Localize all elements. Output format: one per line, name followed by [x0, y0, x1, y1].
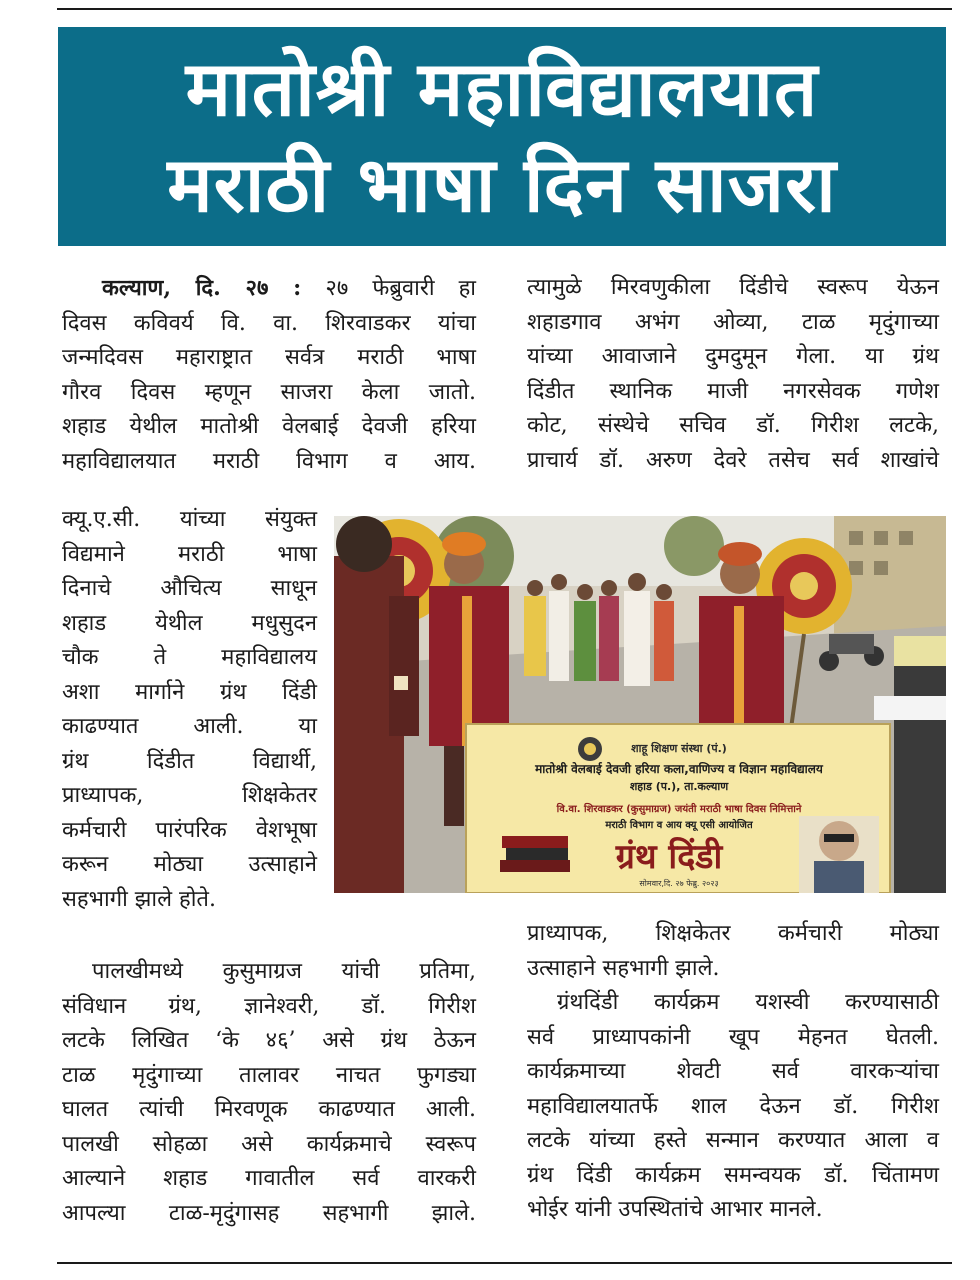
- headline-line-1: मातोश्री महाविद्यालयात: [185, 43, 819, 133]
- article-line: लटके लिखित ‘के ४६’ असे ग्रंथ ठेऊन: [62, 1028, 476, 1053]
- article-line: कल्याण, दि. २७ : २७ फेब्रुवारी हा: [102, 275, 476, 301]
- left-column-bottom: [62, 955, 476, 1231]
- article-line: अशा मार्गाने ग्रंथ दिंडी: [62, 679, 317, 705]
- article-line: महाविद्यालयातर्फे शाल देऊन डॉ. गिरीश: [527, 1093, 939, 1119]
- banner-line-3: शहाड (प.), ता.कल्याण: [629, 780, 729, 793]
- article-line: प्राध्यापक, शिक्षकेतर कर्मचारी मोठ्या: [527, 921, 939, 946]
- article-line: पालखी सोहळा असे कार्यक्रमाचे स्वरूप: [62, 1131, 476, 1157]
- banner-date: सोमवार,दि. २७ फेब्रु. २०२३: [639, 879, 719, 888]
- top-rule: [57, 8, 952, 10]
- article-line: क्यू.ए.सी. यांच्या संयुक्त: [62, 507, 317, 532]
- article-line: कर्मचारी पारंपरिक वेशभूषा: [62, 817, 317, 843]
- article-line: प्राध्यापक, शिक्षकेतर: [62, 783, 317, 808]
- article-line: दिनाचे औचित्य साधून: [62, 576, 317, 601]
- headline-banner: [58, 27, 946, 246]
- article-line: ग्रंथ दिंडी कार्यक्रम समन्वयक डॉ. चिंतामण: [527, 1162, 939, 1188]
- event-photo: [334, 516, 946, 893]
- article-line: करून मोठ्या उत्साहाने: [62, 852, 317, 877]
- banner-line-2: मातोश्री वेलबाई देवजी हरिया कला,वाणिज्य व विज्ञान महाविद्यालय: [535, 762, 823, 776]
- article-line: टाळ मृदुंगाच्या तालावर नाचत फुगड्या: [62, 1062, 476, 1088]
- article-line: भोईर यांनी उपस्थितांचे आभार मानले.: [527, 1197, 823, 1222]
- headline-line-2: मराठी भाषा दिन साजरा: [167, 139, 837, 229]
- article-line: सहभागी झाले होते.: [62, 886, 216, 912]
- article-line: ग्रंथदिंडी कार्यक्रम यशस्वी करण्यासाठी: [557, 990, 939, 1015]
- article-line: लटके यांच्या हस्ते सन्मान करण्यात आला व: [527, 1128, 939, 1153]
- banner-line-4: वि.वा. शिरवाडकर (कुसुमाग्रज) जयंती मराठी भाषा दिवस निमित्ताने: [556, 804, 802, 815]
- article-line: घालत त्यांची मिरवणूक काढण्यात आली.: [62, 1097, 476, 1122]
- article-line: चौक ते महाविद्यालय: [62, 645, 317, 670]
- article-line: यांच्या आवाजाने दुमदुमून गेला. या ग्रंथ: [527, 344, 939, 369]
- article-line: पालखीमध्ये कुसुमाग्रज यांची प्रतिमा,: [92, 959, 476, 984]
- banner-line-5: मराठी विभाग व आय क्यू एसी आयोजित: [605, 820, 753, 831]
- left-column-narrow: [62, 503, 317, 917]
- right-column-bottom: [527, 917, 939, 1228]
- article-line: संविधान ग्रंथ, ज्ञानेश्वरी, डॉ. गिरीश: [62, 993, 476, 1019]
- banner-line-1: शाहू शिक्षण संस्था (पं.): [631, 742, 727, 755]
- article-line: गौरव दिवस म्हणून साजरा केला जातो.: [62, 379, 476, 405]
- article-line: दिवस कविवर्य वि. वा. शिरवाडकर यांचा: [62, 310, 476, 336]
- article-line: विद्यमाने मराठी भाषा: [62, 541, 317, 567]
- dateline: कल्याण, दि. २७ :: [102, 275, 302, 301]
- banner-title: ग्रंथ दिंडी: [615, 837, 723, 877]
- article-line: शहाडगाव अभंग ओव्या, टाळ मृदुंगाच्या: [527, 309, 939, 335]
- article-line: ग्रंथ दिंडीत विद्यार्थी,: [62, 748, 317, 774]
- article-line: कोट, संस्थेचे सचिव डॉ. गिरीश लटके,: [527, 413, 939, 438]
- article-line: सर्व प्राध्यापकांनी खूप मेहनत घेतली.: [527, 1024, 939, 1050]
- article-line: महाविद्यालयात मराठी विभाग व आय.: [62, 448, 476, 474]
- article-line: प्राचार्य डॉ. अरुण देवरे तसेच सर्व शाखांचे: [527, 447, 939, 473]
- right-column-top: [527, 271, 939, 478]
- bottom-rule: [57, 1262, 952, 1264]
- article-line: उत्साहाने सहभागी झाले.: [527, 955, 720, 981]
- article-line: आपल्या टाळ-मृदुंगासह सहभागी झाले.: [62, 1200, 476, 1226]
- article-line: जन्मदिवस महाराष्ट्रात सर्वत्र मराठी भाषा: [62, 345, 476, 370]
- article-line: शहाड येथील मधुसुदन: [62, 610, 317, 636]
- article-line: आल्याने शहाड गावातील सर्व वारकरी: [62, 1166, 476, 1191]
- left-column-top: [62, 271, 476, 479]
- article-line: काढण्यात आली. या: [62, 714, 317, 739]
- article-line: दिंडीत स्थानिक माजी नगरसेवक गणेश: [527, 378, 939, 404]
- article-line: त्यामुळे मिरवणुकीला दिंडीचे स्वरूप येऊन: [527, 275, 939, 300]
- article-line: शहाड येथील मातोश्री वेलबाई देवजी हरिया: [62, 414, 476, 439]
- article-line: कार्यक्रमाच्या शेवटी सर्व वारकऱ्यांचा: [527, 1059, 939, 1084]
